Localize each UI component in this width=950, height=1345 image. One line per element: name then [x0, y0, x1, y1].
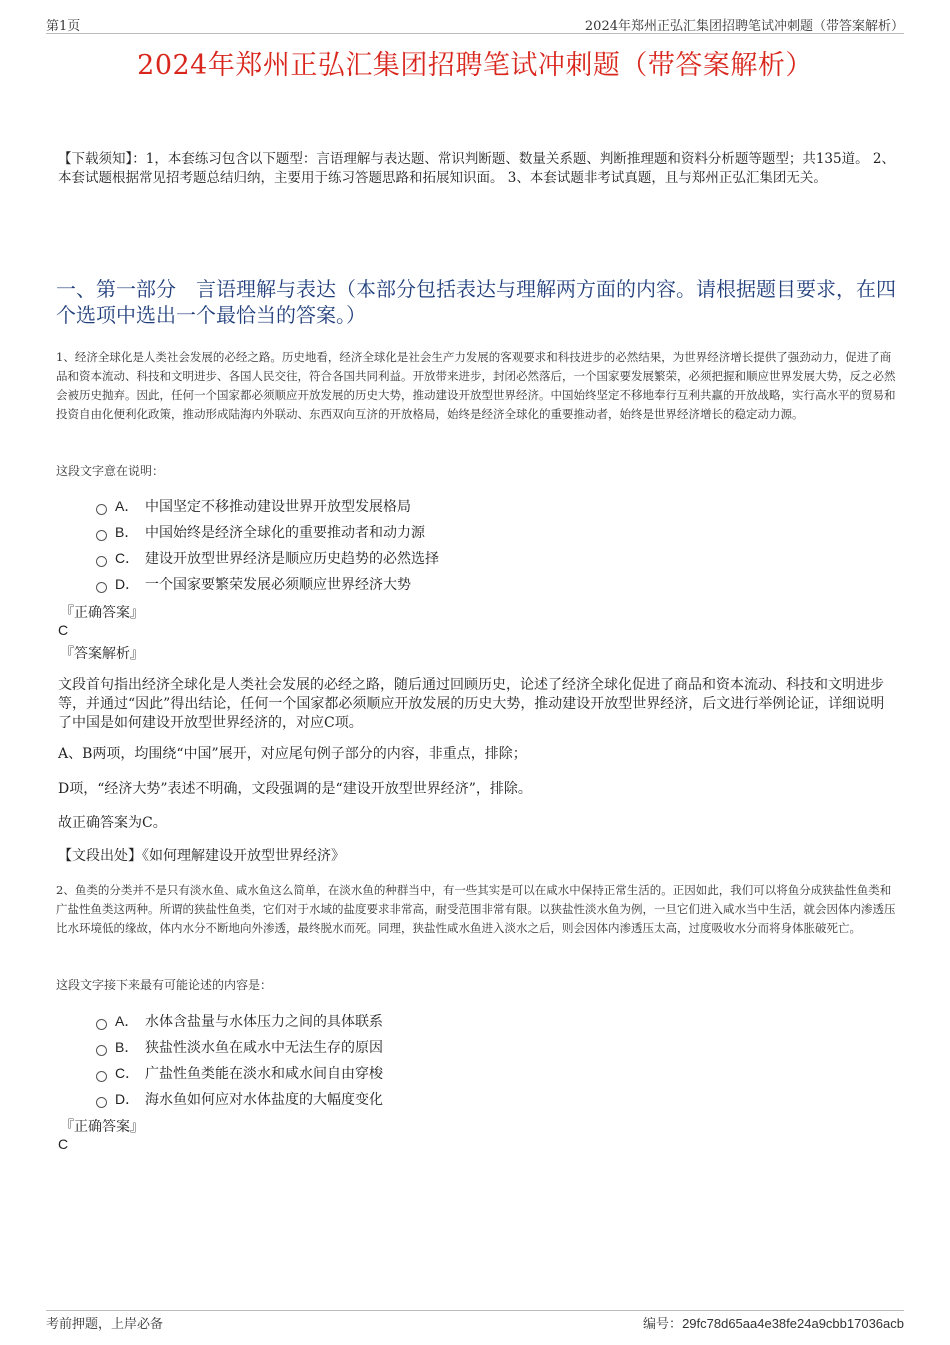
page-number: 第1页	[46, 19, 81, 34]
section-heading: 一、第一部分 言语理解与表达（本部分包括表达与理解两方面的内容。请根据题目要求，在四个选项中选出一个最恰当的答案。）	[56, 277, 896, 327]
question-1-prompt: 这段文字意在说明：	[56, 464, 165, 478]
question-1-option-a[interactable]: A． 中国坚定不移推动建设世界开放型发展格局	[96, 493, 439, 519]
running-header: 2024年郑州正弘汇集团招聘笔试冲刺题（带答案解析）	[584, 19, 904, 34]
question-2-option-d[interactable]: D． 海水鱼如何应对水体盐度的大幅度变化	[96, 1086, 383, 1112]
question-2-answer: C	[58, 1136, 69, 1152]
question-1-analysis-2: A、B两项，均围绕“中国”展开，对应尾句例子部分的内容，非重点，排除；	[58, 746, 527, 762]
download-notice: 【下载须知】：1，本套练习包含以下题型：言语理解与表达题、常识判断题、数量关系题、判断推理题和资料分析题等题型；共135道。 2、本套试题根据常见招考题总结归纳，主要用于练习答题思路和拓展知识面。 3、本套试题非考试真题，且与郑州正弘汇集团无关。	[58, 151, 895, 186]
footer-code	[643, 1313, 904, 1332]
question-1-text: 1、经济全球化是人类社会发展的必经之路。历史地看，经济全球化是社会生产力发展的客观要求和科技进步的必然结果，为世界经济增长提供了强劲动力，促进了商品和资本流动、科技和文明进步、各国人民交往，符合各国共同利益。开放带来进步，封闭必然落后，一个国家要发展繁荣，必须把握和顺应世界发展大势，反之必然会被历史抛弃。因此，任何一个国家都必须顺应开放发展的历史大势，推动建设开放型世界经济。中国始终坚定不移地奉行互利共赢的开放战略，实行高水平的贸易和投资自由化便利化政策，推动形成陆海内外联动、东西双向互济的开放格局，始终是经济全球化的重要推动者，始终是世界经济增长的稳定动力源。	[56, 350, 896, 421]
header-divider	[46, 33, 904, 34]
question-1-analysis-1: 文段首句指出经济全球化是人类社会发展的必经之路，随后通过回顾历史，论述了经济全球化促进了商品和资本流动、科技和文明进步等，并通过“因此”得出结论，任何一个国家都必须顺应开放发展的历史大势，推动建设开放型世界经济，后文进行举例论证，详细说明了中国是如何建设开放型世界经济的，对应C项。	[58, 677, 885, 731]
radio-icon[interactable]	[96, 1019, 107, 1030]
question-2-option-b[interactable]: B． 狭盐性淡水鱼在咸水中无法生存的原因	[96, 1034, 383, 1060]
question-1-option-d[interactable]: D． 一个国家要繁荣发展必须顺应世界经济大势	[96, 571, 439, 597]
question-1-source: 【文段出处】《如何理解建设开放型世界经济》	[58, 848, 345, 864]
footer-slogan: 考前押题，上岸必备	[46, 1317, 164, 1332]
question-2-option-c[interactable]: C． 广盐性鱼类能在淡水和咸水间自由穿梭	[96, 1060, 383, 1086]
question-1-analysis-3: D项，“经济大势”表述不明确，文段强调的是“建设开放型世界经济”，排除。	[58, 781, 532, 797]
question-2-text: 2、鱼类的分类并不是只有淡水鱼、咸水鱼这么简单，在淡水鱼的种群当中，有一些其实是可以在咸水中保持正常生活的。正因如此，我们可以将鱼分成狭盐性鱼类和广盐性鱼类这两种。所谓的狭盐性鱼类，它们对于水域的盐度要求非常高，耐受范围非常有限。以狭盐性淡水鱼为例，一旦它们进入咸水当中生活，就会因体内渗透压比水环境低的缘故，体内水分不断地向外渗透，最终脱水而死。同理，狭盐性咸水鱼进入淡水之后，则会因体内渗透压太高，过度吸收水分而将身体胀破死亡。	[56, 883, 896, 935]
question-1-option-c[interactable]: C． 建设开放型世界经济是顺应历史趋势的必然选择	[96, 545, 439, 571]
question-2-answer-label: 『正确答案』	[60, 1119, 144, 1135]
radio-icon[interactable]	[96, 530, 107, 541]
radio-icon[interactable]	[96, 1071, 107, 1082]
question-1-options	[96, 493, 439, 597]
radio-icon[interactable]	[96, 1097, 107, 1108]
footer-code-label: 编号：	[643, 1317, 683, 1332]
radio-icon[interactable]	[96, 504, 107, 515]
page-title: 2024年郑州正弘汇集团招聘笔试冲刺题（带答案解析）	[137, 50, 813, 81]
question-2-prompt: 这段文字接下来最有可能论述的内容是：	[56, 978, 273, 992]
question-1-answer-label: 『正确答案』	[60, 605, 144, 621]
question-1-answer: C	[58, 622, 69, 638]
question-2-option-a[interactable]: A． 水体含盐量与水体压力之间的具体联系	[96, 1008, 383, 1034]
radio-icon[interactable]	[96, 1045, 107, 1056]
footer-code-value: 29fc78d65aa4e38fe24a9cbb17036acb	[682, 1316, 904, 1331]
question-1-option-b[interactable]: B． 中国始终是经济全球化的重要推动者和动力源	[96, 519, 439, 545]
radio-icon[interactable]	[96, 556, 107, 567]
radio-icon[interactable]	[96, 582, 107, 593]
question-2-options	[96, 1008, 383, 1112]
footer-divider	[46, 1310, 904, 1311]
question-1-analysis-4: 故正确答案为C。	[58, 815, 167, 831]
question-1-analysis-label: 『答案解析』	[60, 646, 144, 662]
